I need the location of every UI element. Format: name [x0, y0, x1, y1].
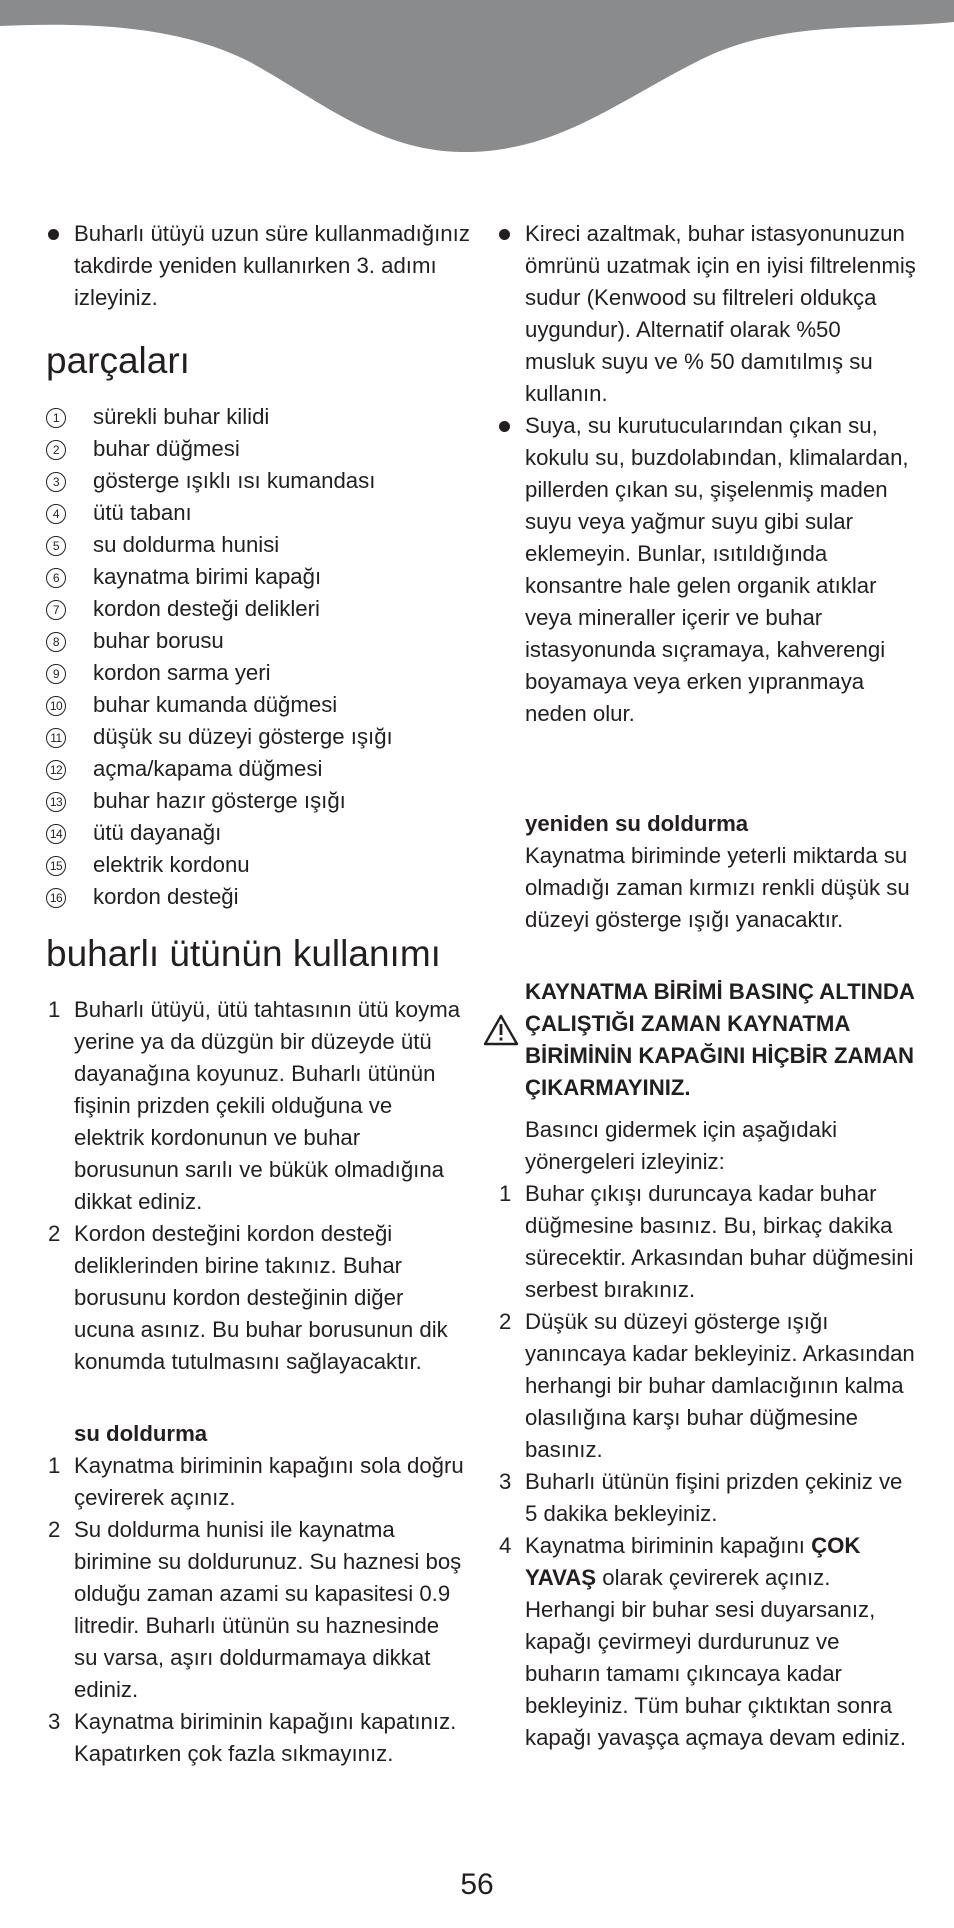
step-item: [497, 1466, 917, 1530]
part-item: [46, 593, 466, 625]
step-number: 3: [499, 1469, 512, 1494]
part-label: su doldurma hunisi: [93, 532, 280, 557]
part-label: buhar borusu: [93, 628, 224, 653]
step-text: Kaynatma biriminin kapağını sola doğru çevirerek açınız.: [74, 1453, 464, 1510]
part-label: kaynatma birimi kapağı: [93, 564, 322, 589]
bullet-item: [497, 410, 917, 730]
warning-text: KAYNATMA BİRİMİ BASINÇ ALTINDA ÇALIŞTIĞI ZAMAN KAYNATMA BİRİMİNİN KAPAĞINI HİÇBİR ZAMAN ÇIKARMAYINIZ.: [525, 979, 915, 1100]
part-number-circle-icon: 7: [46, 600, 66, 620]
step-text: Buharlı ütünün fişini prizden çekiniz ve 5 dakika bekleyiniz.: [525, 1469, 903, 1526]
step-text: Su doldurma hunisi ile kaynatma birimine su doldurunuz. Su haznesi boş olduğu zaman azami su kapasitesi 0.9 litredir. Buharlı ütünün su haznesinde su varsa, aşırı doldurmamaya dikkat ediniz.: [74, 1517, 462, 1702]
part-label: kordon desteği: [93, 884, 239, 909]
step-number: 1: [48, 1453, 61, 1478]
step-item: [497, 1530, 917, 1754]
fill-heading: su doldurma: [74, 1421, 208, 1446]
step-item: [497, 1306, 917, 1466]
usage-heading: buharlı ütünün kullanımı: [46, 933, 441, 974]
step-item: [46, 1706, 466, 1770]
part-item: [46, 529, 466, 561]
step-item: [46, 1514, 466, 1706]
step-item: [497, 1178, 917, 1306]
bullet-text: Kireci azaltmak, buhar istasyonunuzun ömrünü uzatmak için en iyisi filtrelenmiş sudur (Kenwood su filtreleri oldukça uygundur). Alternatif olarak %50 musluk suyu ve % 50 damıtılmış su kullanın.: [525, 221, 916, 406]
bullet-text: Suya, su kurutucularından çıkan su, kokulu su, buzdolabından, klimalardan, pillerden çıkan su, şişelenmiş maden suyu veya yağmur suyu gibi sular eklemeyin. Bunlar, ısıtıldığında konsantre hale gelen organik atıklar veya mineraller içerir ve buhar istasyonunda sıçramaya, kahverengi boyamaya veya erken yıpranmaya neden olur.: [525, 413, 909, 726]
intro-bullet: [46, 218, 474, 314]
part-number-circle-icon: 13: [46, 792, 66, 812]
part-number-circle-icon: 15: [46, 856, 66, 876]
part-item: [46, 465, 466, 497]
part-item: [46, 721, 466, 753]
part-label: elektrik kordonu: [93, 852, 250, 877]
part-label: kordon desteği delikleri: [93, 596, 320, 621]
fill-steps-list: [46, 1450, 466, 1770]
part-label: buhar düğmesi: [93, 436, 240, 461]
step4-text-pre: Kaynatma biriminin kapağını: [525, 1533, 812, 1558]
warning-block: [497, 976, 917, 1104]
part-item: [46, 785, 466, 817]
pressure-step-4: [497, 1530, 917, 1754]
part-number-circle-icon: 2: [46, 440, 66, 460]
part-item: [46, 817, 466, 849]
step4-text-bold: ÇOK YAVAŞ: [525, 1533, 861, 1590]
bullet-item: [497, 218, 917, 410]
part-item: [46, 849, 466, 881]
step-text: Kordon desteğini kordon desteği deliklerinden birine takınız. Buhar borusunu kordon desteğinin diğer ucuna asınız. Bu buhar borusunun dik konumda tutulmasını sağlayacaktır.: [74, 1221, 448, 1374]
bullet-dot-icon: [48, 229, 59, 240]
part-item: [46, 497, 466, 529]
part-number-circle-icon: 9: [46, 664, 66, 684]
part-number-circle-icon: 3: [46, 472, 66, 492]
step-text: Kaynatma biriminin kapağını kapatınız. Kapatırken çok fazla sıkmayınız.: [74, 1709, 457, 1766]
bullet-dot-icon: [499, 229, 510, 240]
step-number: 3: [48, 1709, 61, 1734]
part-label: kordon sarma yeri: [93, 660, 271, 685]
part-number-circle-icon: 14: [46, 824, 66, 844]
part-number-circle-icon: 6: [46, 568, 66, 588]
part-label: buhar kumanda düğmesi: [93, 692, 338, 717]
part-item: [46, 561, 466, 593]
step-item: [46, 1450, 466, 1514]
part-label: sürekli buhar kilidi: [93, 404, 270, 429]
part-label: açma/kapama düğmesi: [93, 756, 323, 781]
parts-list: [46, 401, 466, 913]
part-number-circle-icon: 16: [46, 888, 66, 908]
part-item: [46, 657, 466, 689]
step-text: Düşük su düzeyi gösterge ışığı yanıncaya kadar bekleyiniz. Arkasından herhangi bir buhar damlacığının kalma olasılığına karşı buhar düğmesine basınız.: [525, 1309, 915, 1462]
bullet-dot-icon: [499, 421, 510, 432]
part-label: düşük su düzeyi gösterge ışığı: [93, 724, 393, 749]
part-item: [46, 625, 466, 657]
part-number-circle-icon: 5: [46, 536, 66, 556]
refill-text: Kaynatma biriminde yeterli miktarda su olmadığı zaman kırmızı renkli düşük su düzeyi gösterge ışığı yanacaktır.: [525, 843, 910, 932]
refill-heading: yeniden su doldurma: [525, 811, 749, 836]
header-wave-decoration: [0, 0, 954, 160]
step-text: Buharlı ütüyü, ütü tahtasının ütü koyma yerine ya da düzgün bir düzeyde ütü dayanağına koyunuz. Buharlı ütünün fişinin prizden çekili olduğuna ve elektrik kordonunun ve buhar borusunun sarılı ve bükük olmadığına dikkat ediniz.: [74, 997, 461, 1214]
part-label: buhar hazır gösterge ışığı: [93, 788, 346, 813]
part-number-circle-icon: 4: [46, 504, 66, 524]
step-item: [46, 1218, 466, 1378]
step-number: 2: [48, 1517, 61, 1542]
step-number: 2: [48, 1221, 61, 1246]
pressure-intro: Basıncı gidermek için aşağıdaki yönergeleri izleyiniz:: [525, 1117, 838, 1174]
step-item: [46, 994, 466, 1218]
step-number: 2: [499, 1309, 512, 1334]
part-item: [46, 433, 466, 465]
part-item: [46, 689, 466, 721]
part-item: [46, 401, 466, 433]
part-number-circle-icon: 11: [46, 728, 66, 748]
right-bullets: [497, 218, 917, 730]
pressure-steps-list: [497, 1178, 917, 1530]
part-label: ütü tabanı: [93, 500, 192, 525]
part-item: [46, 753, 466, 785]
part-item: [46, 881, 466, 913]
step-number: 1: [499, 1181, 512, 1206]
step4-text-post: olarak çevirerek açınız. Herhangi bir buhar sesi duyarsanız, kapağı çevirmeyi durdurunuz ve buharın tamamı çıkıncaya kadar bekleyiniz. Tüm buhar çıktıktan sonra kapağı yavaşça açmaya devam ediniz.: [525, 1565, 907, 1750]
warning-triangle-icon: [483, 1014, 519, 1046]
intro-bullet-text: Buharlı ütüyü uzun süre kullanmadığınız takdirde yeniden kullanırken 3. adımı izleyiniz.: [74, 221, 470, 310]
part-label: ütü dayanağı: [93, 820, 222, 845]
step-number: 4: [499, 1533, 512, 1558]
part-number-circle-icon: 10: [46, 696, 66, 716]
part-number-circle-icon: 12: [46, 760, 66, 780]
parts-heading: parçaları: [46, 340, 190, 381]
usage-steps-list: [46, 994, 466, 1378]
part-number-circle-icon: 1: [46, 408, 66, 428]
part-label: gösterge ışıklı ısı kumandası: [93, 468, 376, 493]
step-text: Buhar çıkışı duruncaya kadar buhar düğmesine basınız. Bu, birkaç dakika sürecektir. Arkasından buhar düğmesini serbest bırakınız.: [525, 1181, 914, 1302]
page-number: 56: [460, 1868, 494, 1901]
part-number-circle-icon: 8: [46, 632, 66, 652]
step-number: 1: [48, 997, 61, 1022]
